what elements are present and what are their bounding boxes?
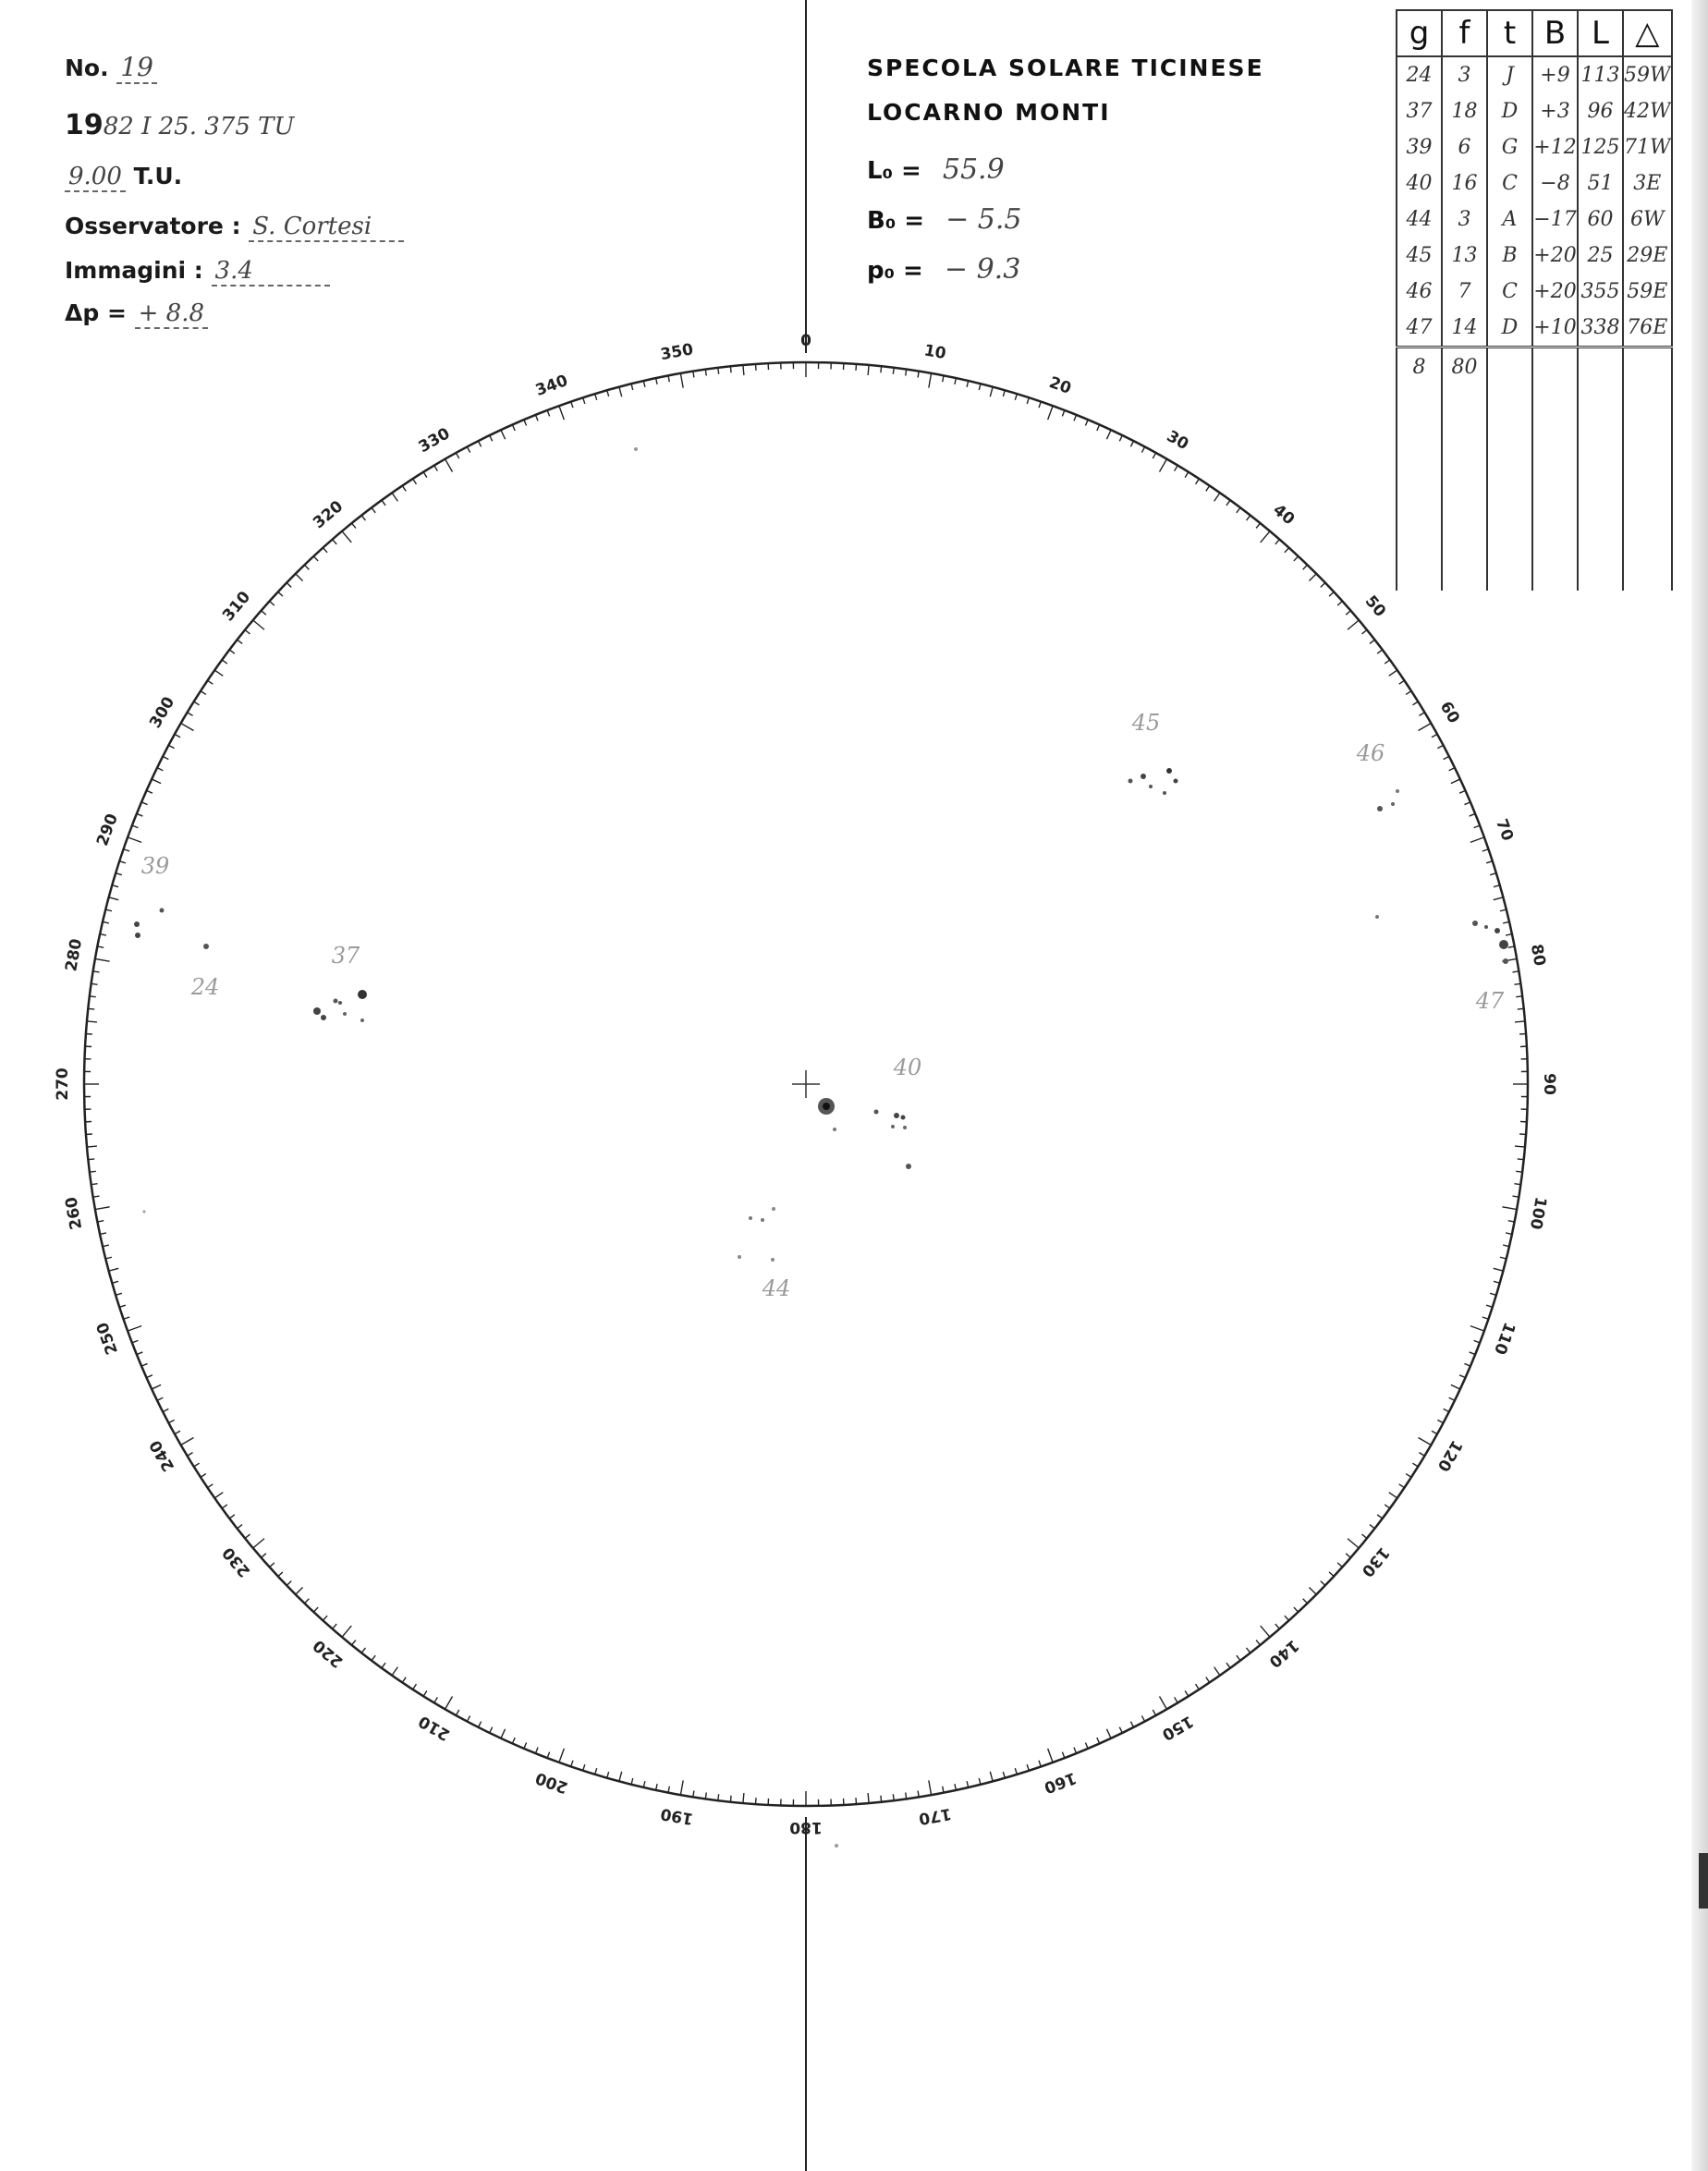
scale-tick: [1494, 897, 1504, 900]
scale-label: 270: [54, 1067, 72, 1101]
scale-tick: [128, 837, 141, 842]
scale-tick: [1309, 574, 1316, 581]
disk-center-cross: [792, 1070, 820, 1098]
table-cell: A: [1487, 201, 1532, 238]
table-cell: 46: [1397, 274, 1442, 310]
scale-tick: [743, 365, 744, 375]
sunspot: [894, 1113, 899, 1118]
sunspot: [1499, 940, 1508, 949]
sunspot: [135, 933, 140, 938]
scale-label: 300: [146, 693, 179, 732]
sunspot: [761, 1218, 764, 1222]
table-cell: C: [1487, 274, 1532, 310]
dp-value: + 8.8: [135, 299, 208, 329]
scale-label: 340: [532, 372, 571, 400]
col-header-t: t: [1487, 10, 1532, 56]
table-total-cell: 8: [1397, 348, 1442, 386]
table-cell: 37: [1397, 93, 1442, 129]
scale-label: 140: [1264, 1635, 1302, 1671]
scale-tick: [501, 430, 506, 439]
table-cell: 25: [1578, 238, 1623, 274]
sunspot: [823, 1103, 830, 1110]
scale-label: 150: [1158, 1711, 1197, 1744]
scale-tick: [1160, 1697, 1167, 1710]
scale-tick: [868, 1793, 869, 1803]
scale-tick: [619, 387, 622, 397]
table-cell: +20: [1532, 274, 1578, 310]
table-cell: +20: [1532, 238, 1578, 274]
sunspot: [134, 921, 140, 927]
scale-label: 200: [532, 1768, 571, 1797]
group-label: 24: [190, 974, 220, 1000]
scale-tick: [87, 1021, 97, 1022]
scale-label: 260: [62, 1195, 87, 1231]
scale-tick: [296, 574, 303, 581]
table-cell: C: [1487, 165, 1532, 201]
institution-line-2: LOCARNO MONTI: [867, 99, 1111, 126]
scale-label: 60: [1435, 698, 1463, 727]
sunspot: [160, 909, 165, 913]
table-cell: 6W: [1623, 201, 1672, 238]
scale-label: 80: [1526, 942, 1549, 968]
table-cell: G: [1487, 129, 1532, 165]
scale-tick: [152, 1384, 161, 1389]
table-cell: +3: [1532, 93, 1578, 129]
scale-tick: [1419, 724, 1432, 731]
images-label: Immagini :: [65, 257, 203, 284]
sunspot: [772, 1207, 775, 1211]
sunspot: [338, 1001, 342, 1005]
table-cell: 59W: [1623, 56, 1672, 93]
scale-tick: [392, 1667, 397, 1676]
scale-label: 30: [1163, 427, 1192, 455]
scale-tick: [296, 1587, 303, 1594]
scale-tick: [1261, 1626, 1270, 1637]
table-cell: 113: [1578, 56, 1623, 93]
scale-label: 230: [219, 1543, 255, 1580]
scale-tick: [680, 373, 683, 388]
scale-label: 330: [415, 424, 454, 457]
sunspot: [1494, 928, 1500, 933]
scale-tick: [1470, 1326, 1484, 1331]
scale-tick: [1106, 430, 1111, 439]
scale-tick: [1160, 459, 1167, 472]
group-label: 37: [331, 943, 360, 969]
table-cell: B: [1487, 238, 1532, 274]
scale-tick: [559, 406, 564, 420]
scale-label: 110: [1490, 1319, 1519, 1358]
scale-tick: [1451, 779, 1460, 784]
table-cell: 13: [1442, 238, 1487, 274]
scale-tick: [1515, 1021, 1525, 1022]
col-header-B: B: [1532, 10, 1578, 56]
year-prefix: 19: [65, 109, 104, 141]
institution-line-1: SPECOLA SOLARE TICINESE: [867, 55, 1264, 81]
sunspot: [143, 1211, 146, 1214]
table-cell: +9: [1532, 56, 1578, 93]
scale-tick: [1389, 670, 1397, 676]
table-cell: D: [1487, 310, 1532, 348]
table-cell: 45: [1397, 238, 1442, 274]
col-header-g: g: [1397, 10, 1442, 56]
table-cell: 44: [1397, 201, 1442, 238]
observer-value: S. Cortesi: [249, 213, 404, 242]
table-cell: 3: [1442, 201, 1487, 238]
table-cell: 40: [1397, 165, 1442, 201]
scale-tick: [214, 1493, 223, 1498]
scale-tick: [1048, 1749, 1053, 1762]
scale-tick: [152, 779, 161, 784]
scale-label: 160: [1041, 1768, 1080, 1797]
scale-tick: [1214, 1667, 1220, 1676]
scale-label: 170: [917, 1803, 953, 1828]
table-cell: 76E: [1623, 310, 1672, 348]
time-label: T.U.: [133, 163, 183, 189]
table-cell: 3: [1442, 56, 1487, 93]
scale-tick: [1348, 620, 1359, 629]
scale-tick: [1419, 1438, 1432, 1445]
scale-tick: [1494, 1268, 1504, 1271]
scale-tick: [1470, 837, 1484, 842]
sunspot: [833, 1128, 836, 1131]
table-cell: 39: [1397, 129, 1442, 165]
sunspot: [903, 1126, 907, 1129]
images-value: 3.4: [212, 257, 330, 287]
table-cell: −17: [1532, 201, 1578, 238]
observer-label: Osservatore :: [65, 213, 241, 239]
scale-tick: [1348, 1539, 1359, 1548]
group-label: 47: [1475, 988, 1505, 1014]
scale-tick: [501, 1729, 506, 1738]
scale-tick: [1515, 1146, 1525, 1147]
scale-label: 290: [93, 811, 122, 849]
scale-label: 240: [146, 1436, 179, 1475]
param-p0-value: − 9.3: [944, 253, 1021, 286]
scale-tick: [1309, 1587, 1316, 1594]
scale-tick: [95, 958, 110, 961]
scale-label: 280: [62, 937, 87, 973]
table-cell: 29E: [1623, 238, 1672, 274]
table-cell: +12: [1532, 129, 1578, 165]
param-B0-value: − 5.5: [946, 203, 1022, 236]
scale-tick: [253, 620, 264, 629]
record-number-label: No.: [65, 55, 109, 81]
scale-label: 220: [310, 1635, 348, 1671]
scale-label: 120: [1433, 1436, 1466, 1475]
scale-tick: [559, 1749, 564, 1762]
time-value: 9.00: [65, 163, 126, 192]
table-cell: 47: [1397, 310, 1442, 348]
sunspot: [1472, 921, 1478, 926]
scale-tick: [95, 1207, 110, 1210]
scale-tick: [128, 1326, 141, 1331]
table-cell: 7: [1442, 274, 1487, 310]
scale-tick: [1214, 493, 1220, 501]
sunspot: [1484, 925, 1488, 929]
sunspot: [1503, 958, 1508, 964]
sunspot: [891, 1125, 895, 1128]
scale-label: 310: [219, 588, 255, 626]
sunspot: [738, 1255, 741, 1259]
group-label: 40: [893, 1055, 922, 1080]
table-total-cell: 80: [1442, 348, 1487, 386]
scale-tick: [342, 531, 351, 543]
table-cell: 42W: [1623, 93, 1672, 129]
sunspot: [901, 1116, 906, 1120]
sunspot: [321, 1015, 326, 1020]
group-label: 45: [1131, 710, 1161, 736]
table-cell: 6: [1442, 129, 1487, 165]
scale-tick: [392, 493, 397, 501]
scale-tick: [109, 897, 119, 900]
scale-label: 90: [1540, 1073, 1558, 1095]
sunspot: [1166, 768, 1172, 774]
group-label: 44: [762, 1275, 791, 1301]
scale-tick: [181, 1438, 194, 1445]
group-label: 39: [140, 853, 170, 879]
col-header-f: f: [1442, 10, 1487, 56]
sunspot: [749, 1216, 752, 1220]
sunspot: [334, 999, 338, 1004]
table-cell: 14: [1442, 310, 1487, 348]
table-cell: 96: [1578, 93, 1623, 129]
scale-tick: [181, 724, 194, 731]
sunspot: [203, 944, 209, 949]
sunspot: [313, 1007, 321, 1015]
param-L0-value: 55.9: [942, 153, 1005, 186]
table-cell: 71W: [1623, 129, 1672, 165]
dp-label: Δp =: [65, 299, 127, 326]
scale-label: 50: [1360, 592, 1390, 621]
sunspot: [343, 1012, 347, 1016]
table-cell: +10: [1532, 310, 1578, 348]
scale-label: 180: [789, 1818, 823, 1836]
scale-tick: [214, 670, 223, 676]
sunspot: [1377, 806, 1383, 811]
scale-tick: [342, 1626, 351, 1637]
scale-label: 10: [922, 341, 948, 364]
group-label: 46: [1356, 740, 1385, 766]
table-cell: 16: [1442, 165, 1487, 201]
group-labels: [141, 710, 1505, 1301]
sunspot: [1396, 789, 1399, 793]
scale-label: 100: [1525, 1195, 1550, 1231]
param-B0-label: B₀ =: [867, 207, 925, 235]
sunspot: [1163, 791, 1166, 795]
sunspot: [358, 990, 367, 999]
scale-tick: [680, 1780, 683, 1795]
table-cell: 60: [1578, 201, 1623, 238]
table-cell: J: [1487, 56, 1532, 93]
scale-tick: [1048, 406, 1053, 420]
table-cell: 18: [1442, 93, 1487, 129]
scale-label: 20: [1046, 373, 1074, 398]
scale-tick: [1106, 1729, 1111, 1738]
scale-tick: [445, 459, 453, 472]
sunspot: [1141, 774, 1146, 779]
date-value: 82 I 25. 375 TU: [103, 113, 295, 140]
scale-tick: [1451, 1384, 1460, 1389]
table-cell: 24: [1397, 56, 1442, 93]
scale-tick: [1502, 1207, 1517, 1210]
sunspot: [771, 1258, 775, 1262]
scale-tick: [87, 1146, 97, 1147]
table-cell: 338: [1578, 310, 1623, 348]
param-L0-label: L₀ =: [867, 157, 921, 185]
sunspot: [1128, 779, 1133, 784]
table-cell: 59E: [1623, 274, 1672, 310]
table-cell: 355: [1578, 274, 1623, 310]
scale-label: 130: [1357, 1543, 1393, 1580]
scale-label: 350: [659, 340, 695, 365]
sunspot: [835, 1844, 838, 1848]
sunspot: [1149, 785, 1153, 788]
scale-tick: [743, 1793, 744, 1803]
scale-tick: [990, 1772, 993, 1782]
sunspot: [360, 1018, 364, 1022]
sunspot: [1375, 915, 1379, 919]
sunspot: [1391, 802, 1395, 806]
scale-tick: [619, 1772, 622, 1782]
table-cell: 51: [1578, 165, 1623, 201]
table-cell: −8: [1532, 165, 1578, 201]
scale-label: 190: [659, 1803, 695, 1828]
scale-tick: [929, 1780, 932, 1795]
scale-label: 40: [1269, 500, 1299, 530]
sunspot: [1174, 779, 1178, 784]
col-header-delta: △: [1623, 10, 1672, 56]
scale-label: 0: [800, 332, 811, 350]
col-header-L: L: [1578, 10, 1623, 56]
record-number-value: 19: [116, 52, 157, 84]
table-cell: D: [1487, 93, 1532, 129]
sunspot: [634, 447, 638, 451]
scale-label: 70: [1492, 816, 1517, 844]
scale-label: 320: [310, 497, 348, 533]
scale-tick: [1261, 531, 1270, 543]
scale-label: 210: [415, 1711, 454, 1744]
scale-tick: [990, 387, 993, 397]
table-cell: 125: [1578, 129, 1623, 165]
scale-tick: [253, 1539, 264, 1548]
scale-tick: [109, 1268, 119, 1271]
scale-tick: [929, 373, 932, 388]
table-cell: 3E: [1623, 165, 1672, 201]
scale-tick: [1389, 1493, 1397, 1498]
scale-tick: [445, 1697, 453, 1710]
param-p0-label: p₀ =: [867, 257, 923, 285]
scale-tick: [868, 365, 869, 375]
sunspots: [134, 447, 1508, 1848]
sunspot: [906, 1164, 911, 1169]
sunspot: [874, 1110, 879, 1115]
scale-label: 250: [93, 1319, 122, 1358]
